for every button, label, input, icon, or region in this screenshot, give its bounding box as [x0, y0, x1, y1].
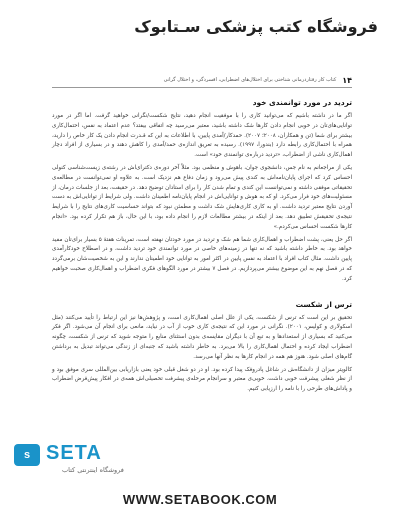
- logo-wordmark: SETA: [46, 442, 102, 464]
- book-page: [52, 75, 352, 470]
- logo-tagline: فروشگاه اینترنتی کتاب: [62, 466, 124, 474]
- section-heading: تردید در مورد توانمندی خود: [252, 98, 352, 107]
- running-header: [52, 75, 352, 88]
- website-url[interactable]: WWW.SETABOOK.COM: [122, 492, 278, 507]
- section-self-doubt: [52, 98, 352, 285]
- paragraph: یکی از مراجعانم به نام جس، دانشجوی جوان، باهوش و منظمی بود. مثلاً آخر دوره‌ی دکترای‌اش در رشته‌ی زیست‌شناسی کنولی احساس کرد که اجرای پایان‌نامه‌اش به کندی پیش می‌رود و زمان دفاع هم نزدیک است. به علاوه او نمی‌توانست در مطالعه‌ی تحقیقاتی موفقی داشته و نمی‌توانست این کندی و تمام شدن کار را برای استادان توضیح دهد. در حقیقت، بعد از جلسات درمان، از مسئولیت‌های خود فرار می‌کرد. او که به هوش و توانایی‌اش در انجام پایان‌نامه اطمینان داشت. ولی شرایط از توانایی‌اش به دست آوردن نتایج معتبر تردید داشت. او به کاری کاری‌هایش شک داشت و مطمئن نبود که بتواند حساسیت کاری‌های نتایج را با شرایط نتیجه‌ی تحقیقش تطبیق دهد. بعد از اینکه در بیشتر مطالعات لازم را انجام داده بود، با این حال، باز هم تکرار کرده بود. «انجام کارها شکست احساس می‌کردم.»: [52, 164, 352, 230]
- setabook-logo: [8, 440, 148, 480]
- section-fear-of-failure: [52, 300, 352, 395]
- section-heading: ترس از شکست: [295, 299, 352, 309]
- paragraph: اگر ما در داشته باشیم که می‌توانید کاری را با موفقیت انجام دهید، نتایج شکست/نگرانی خواهید گرفت. اما اگر در مورد توانایی‌های‌تان در خوبی انجام دادن کارها شک داشته باشید، معتبر می‌رسید چه اتفاقی بیفتد؟ عدم اعتماد به نفس، احتمال‌کاری بیشتر برای شما (تن و همکاران، ۲۰۰۸؛ ۲۰۰۷). حمدکار/آمدی پایین، با اطلاعات به این که قـدرت انجام دادن یک کار خاص را دارید، همراه با احتمال‌کاری رابطه دارد (بندورا، ۱۹۹۷). رسیده به تعریق اندازه‌ی حمد/آمدی را کاهش دهند و در بسیاری از افراد دچار اهمال‌کاری ناشی از اضطراب، «تردید درباره‌ی توانمندی خود» است.: [52, 113, 353, 159]
- page-number: ۱۴: [342, 76, 352, 86]
- paragraph: کالویتر میزان از دانشگاه‌ش در شاغل پادروفک پیدا کرده بود. او در دو شغل قبلی خود یعنی بازاریابی بین‌المللی سری موفق بود و از نظر شغلی پیشرفت خوبی داشت. خوبی‌ی معتبر و سرانجام مرحله‌ی پیشرفت تحصیلی‌اش همه‌ی در افکار پیش‌فرض اضطراب و پاداش‌های طرحی را با نامه را ارزیابی کنیم.: [52, 366, 352, 393]
- running-title: کتاب کار رفتاردرمانی شناختی برای اختلال‌های اضطرابی، افسردگی، و اختلال گرانی: [163, 77, 337, 84]
- logo-icon: s: [14, 444, 40, 466]
- paragraph: تحقیق بر این است که ترس از شکست، یکی از علل اصلی اهمال‌کاری است، و پژوهش‌ها نیز این ارتباط را تأیید می‌کنند (مثل اسکولاری و کولیس، ۲۰۰۱). نگرانی در مورد این که نتیجه‌ی کاری خوب از آب در نیاید، مانعی برای انجام آن می‌شود. اگر فکر می‌کنید که بسیاری از استعدادها و به تبع آن با دیگران مقایسه‌ی بدون استثنای منابع را متوجه شوید که ترس از شکست، چگونه اضطراب ایجاد کرده و احتمال اهمال‌کاری را بالا می‌برد. به خاطر داشته باشید که جنبه‌ای از زندگی می‌تواند تبدیل به برداشتن گام‌های اصلی شود. هنوز هم همه در انجام کارها به نظر آنها می‌رسد.: [52, 314, 352, 360]
- store-banner: [0, 0, 400, 52]
- paragraph: اگر حل یعنی، پشت اضطراب و اهمال‌کاری شما هم شک و تردید در مورد خودتان نهفته است، تمرینات هفتهٔ ۵ بسیار برای‌تان مفید خواهد بود. به خاطر داشته باشید که نه تنها در زمینه‌های خاصی در مورد توانمندی خود تردید داشت، و در اصطلاح خودکارآمدی پایین داشت. مثال‌ کتاب افراد با اعتماد به نفس پایین در اکثر امور به توانایی خود اطمینان ندارند و این به شخصیت‌شان برمی‌گردد که در فصل نهم به این موضوع بیشتر می‌پردازیم. در فصل ۷ بیشتر در مورد الگوهای فکری اضطراب و اهمال‌کاری صحبت خواهیم کرد.: [52, 236, 353, 282]
- store-title: فروشگاه کتب پزشکی سـتابوک: [134, 16, 378, 36]
